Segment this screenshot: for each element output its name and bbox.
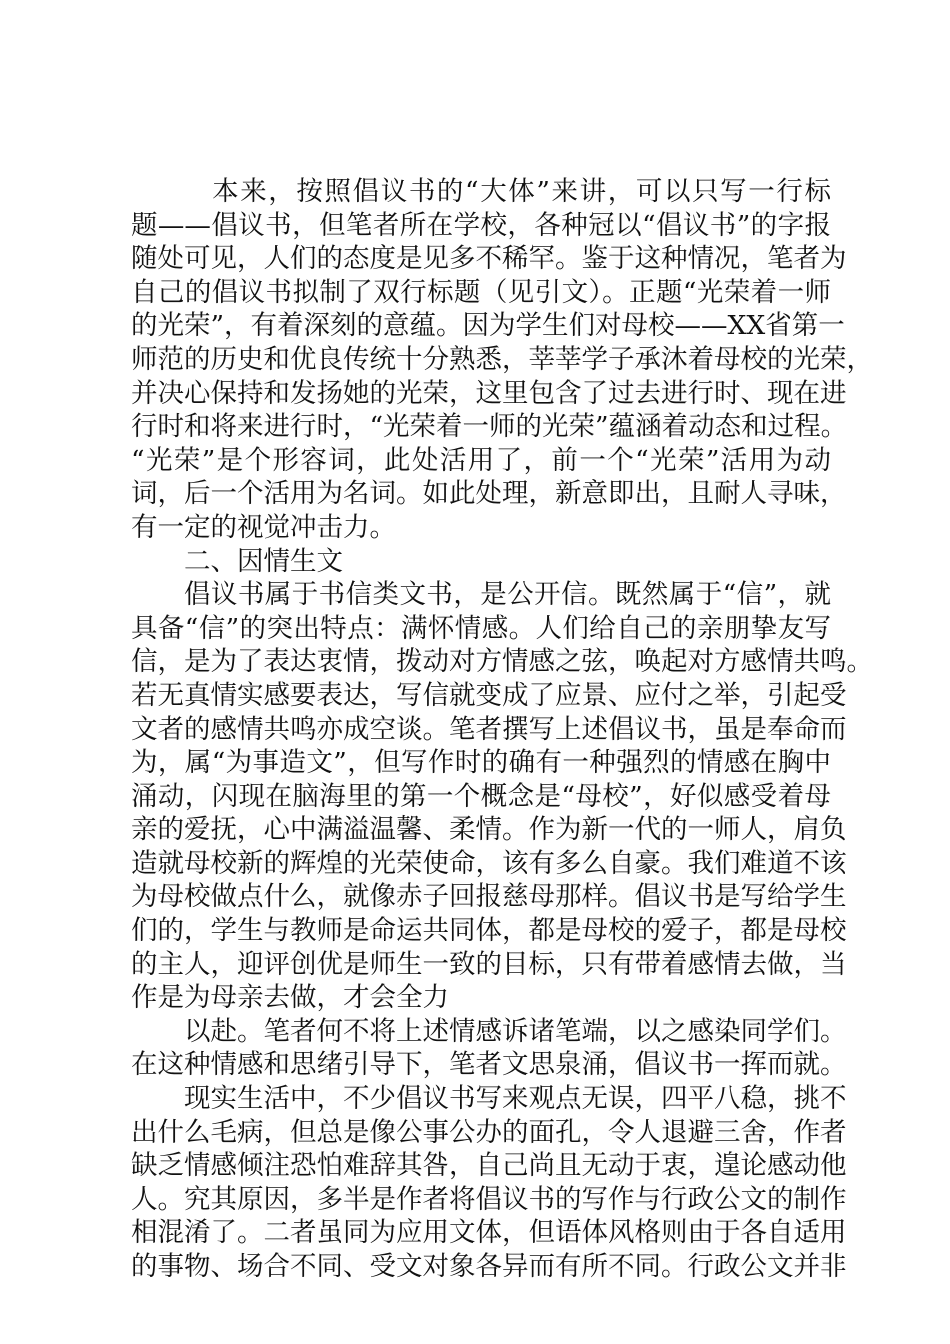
text-line: 二、因情生文 [184,545,343,577]
text-line: 造就母校新的辉煌的光荣使命，该有多么自豪。我们难道不该 [131,847,847,879]
body-text [131,175,873,1284]
text-line: 作是为母亲去做，才会全力 [131,982,449,1014]
text-line: 有一定的视觉冲击力。 [131,511,396,543]
text-line: 为母校做点什么，就像赤子回报慈母那样。倡议书是写给学生 [131,881,847,913]
text-line: 缺乏情感倾注恐怕难辞其咎，自己尚且无动于衷，遑论感动他 [131,1150,847,1182]
text-line: 行时和将来进行时，“光荣着一师的光荣”蕴涵着动态和过程。 [131,411,848,443]
text-line: 的事物、场合不同、受文对象各异而有所不同。行政公文并非 [131,1251,847,1282]
text-line: 信，是为了表达衷情，拨动对方情感之弦，唤起对方感情共鸣。 [131,646,873,678]
text-line: 在这种情感和思绪引导下，笔者文思泉涌，倡议书一挥而就。 [131,1049,847,1081]
text-line: 若无真情实感要表达，写信就变成了应景、应付之举，引起受 [131,679,847,711]
text-line: “光荣”是个形容词，此处活用了，前一个“光荣”活用为动 [131,444,831,476]
text-line: 题——倡议书，但笔者所在学校，各种冠以“倡议书”的字报 [131,209,831,241]
text-line: 随处可见，人们的态度是见多不稀罕。鉴于这种情况，笔者为 [131,243,847,275]
text-line: 为，属“为事造文”，但写作时的确有一种强烈的情感在胸中 [131,747,831,779]
text-line: 的主人，迎评创优是师生一致的目标，只有带着感情去做，当 [131,948,847,980]
text-line: 具备“信”的突出特点：满怀情感。人们给自己的亲朋挚友写 [131,612,831,644]
text-line: 涌动，闪现在脑海里的第一个概念是“母校”，好似感受着母 [131,780,831,812]
text-line: 并决心保持和发扬她的光荣，这里包含了过去进行时、现在进 [131,377,847,409]
text-line: 自己的倡议书拟制了双行标题（见引文）。正题“光荣着一师 [131,276,831,308]
text-line: 人。究其原因，多半是作者将倡议书的写作与行政公文的制作 [131,1183,847,1215]
text-line: 们的，学生与教师是命运共同体，都是母校的爱子，都是母校 [131,915,847,947]
text-line: 以赴。笔者何不将上述情感诉诸笔端，以之感染同学们。 [184,1015,847,1047]
text-line: 倡议书属于书信类文书，是公开信。既然属于“信”，就 [184,579,831,611]
text-line: 词，后一个活用为名词。如此处理，新意即出，且耐人寻味， [131,478,847,510]
text-line: 文者的感情共鸣亦成空谈。笔者撰写上述倡议书，虽是奉命而 [131,713,847,745]
text-line: 出什么毛病，但总是像公事公办的面孔，令人退避三舍，作者 [131,1116,847,1148]
text-line: 师范的历史和优良传统十分熟悉，莘莘学子承沐着母校的光荣， [131,343,873,375]
text-line: 本来，按照倡议书的“大体”来讲，可以只写一行标 [184,176,831,207]
text-line: 的光荣”，有着深刻的意蕴。因为学生们对母校——XX省第一 [131,310,845,342]
text-line: 相混淆了。二者虽同为应用文体，但语体风格则由于各自适用 [131,1217,847,1249]
text-line: 现实生活中，不少倡议书写来观点无误，四平八稳，挑不 [184,1083,847,1115]
text-line: 亲的爱抚，心中满溢温馨、柔情。作为新一代的一师人，肩负 [131,814,847,846]
